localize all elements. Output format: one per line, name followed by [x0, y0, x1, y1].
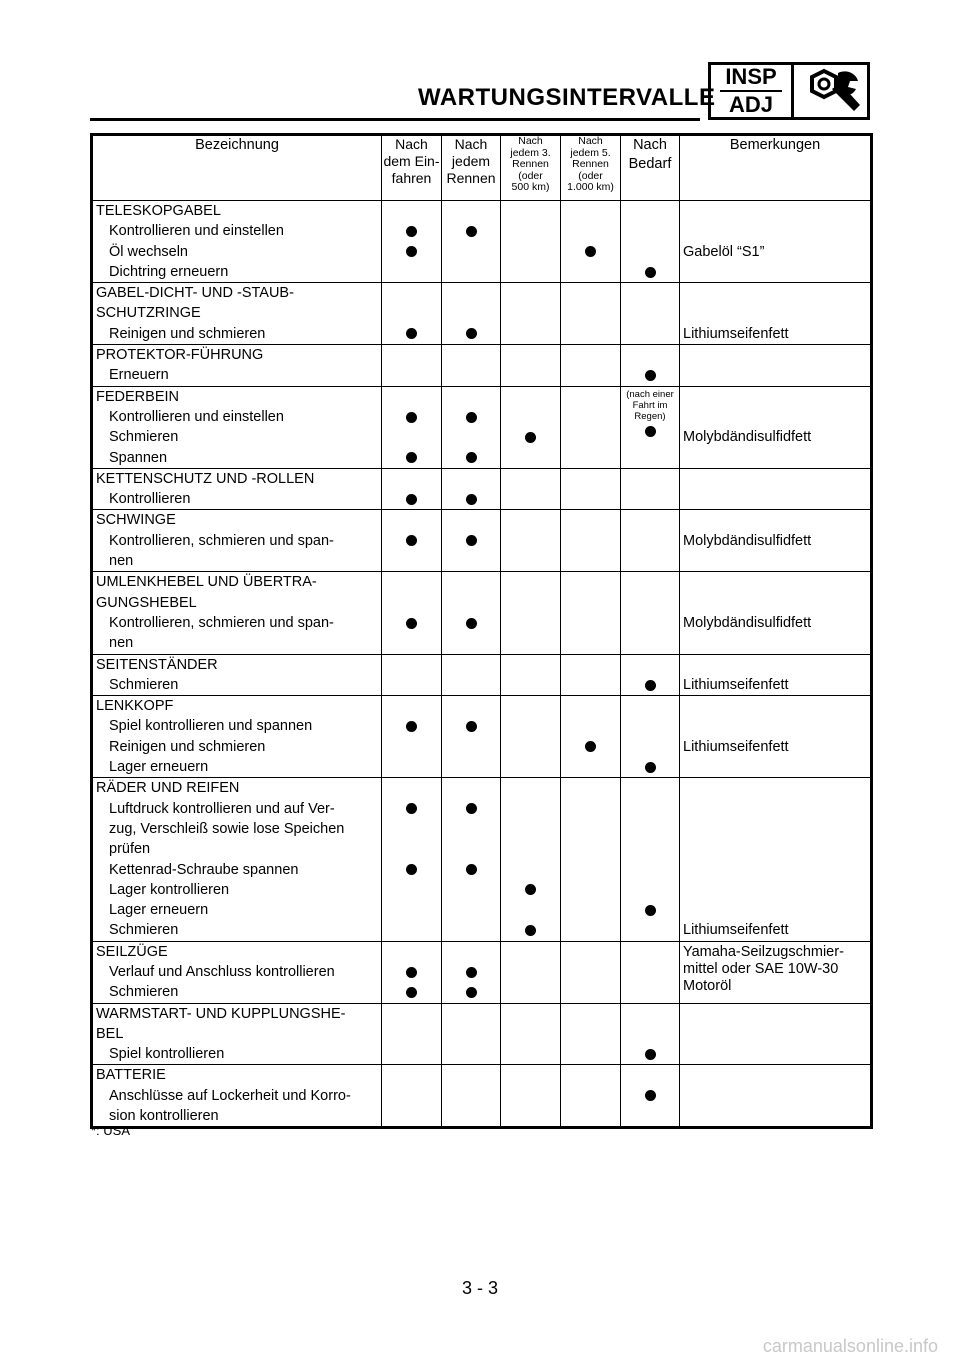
interval-cell-5 [621, 1003, 680, 1065]
remark-text [680, 448, 870, 468]
interval-dot [406, 721, 417, 732]
interval-cell-5 [621, 654, 680, 696]
maintenance-table [90, 133, 873, 1129]
table-row [92, 778, 872, 941]
task-label: Kontrollieren [109, 491, 191, 508]
task-label: Spiel kontrollieren und spannen [109, 718, 313, 735]
interval-dot [466, 226, 477, 237]
group-heading: FEDERBEIN [96, 388, 179, 405]
group-heading: SEITENSTÄNDER [96, 656, 218, 673]
interval-cell-4 [561, 345, 621, 387]
interval-cell-3 [501, 941, 561, 1003]
interval-cell-3 [501, 386, 561, 468]
remarks-cell [680, 572, 872, 654]
table-row [92, 386, 872, 468]
interval-cell-5 [621, 941, 680, 1003]
remark-text [680, 365, 870, 385]
interval-cell-3 [501, 572, 561, 654]
table-header-row [92, 135, 872, 201]
remark-text [680, 819, 870, 839]
group-heading: SCHWINGE [96, 512, 176, 529]
interval-cell-2 [442, 1003, 501, 1065]
interval-cell-1 [382, 572, 442, 654]
table-row [92, 345, 872, 387]
interval-dot [466, 967, 477, 978]
remark-text [680, 407, 870, 427]
remark-text [680, 1004, 870, 1024]
interval-cell-1 [382, 345, 442, 387]
interval-dot [645, 267, 656, 278]
interval-cell-4 [561, 572, 621, 654]
interval-dot [466, 987, 477, 998]
interval-cell-3 [501, 696, 561, 778]
group-heading: BATTERIE [96, 1067, 166, 1084]
interval-dot [406, 412, 417, 423]
interval-dot [466, 803, 477, 814]
interval-dot [406, 535, 417, 546]
col-header-break-in: Nach dem Ein- fahren [382, 135, 442, 201]
interval-dot [466, 412, 477, 423]
interval-dot [466, 452, 477, 463]
col-header-as-needed: Nach Bedarf [621, 135, 680, 201]
interval-cell-2 [442, 696, 501, 778]
interval-cell-5 [621, 696, 680, 778]
item-name-cell [92, 778, 382, 941]
remarks-cell [680, 345, 872, 387]
task-label: Spannen [109, 449, 168, 466]
interval-dot [525, 884, 536, 895]
interval-cell-5 [621, 778, 680, 941]
remark-text [680, 469, 870, 489]
interval-cell-1 [382, 201, 442, 283]
item-name-cell [92, 345, 382, 387]
task-label: Kontrollieren und einstellen [109, 408, 284, 425]
task-label: Spiel kontrollieren [109, 1046, 225, 1063]
interval-cell-1 [382, 283, 442, 345]
table-row [92, 941, 872, 1003]
remark-text [680, 1106, 870, 1126]
remark-text [680, 1024, 870, 1044]
table-row [92, 468, 872, 510]
group-heading: TELESKOPGABEL [96, 203, 221, 219]
interval-cell-2 [442, 283, 501, 345]
task-label: Reinigen und schmieren [109, 738, 266, 755]
task-label: Reinigen und schmieren [109, 325, 266, 342]
task-label: nen [109, 553, 134, 570]
remarks-cell [680, 468, 872, 510]
task-label: Lager kontrollieren [109, 881, 230, 898]
interval-cell-1 [382, 941, 442, 1003]
remark-text [680, 880, 870, 900]
interval-note [621, 387, 679, 422]
remark-text [680, 201, 870, 221]
watermark: carmanualsonline.info [762, 1336, 938, 1356]
task-label: Kontrollieren und einstellen [109, 223, 284, 240]
remark-text [680, 551, 870, 571]
interval-cell-1 [382, 1065, 442, 1128]
group-heading: WARMSTART- UND KUPPLUNGSHE- [96, 1005, 346, 1022]
group-heading: BEL [96, 1025, 124, 1042]
task-label: Dichtring erneuern [109, 263, 229, 280]
task-label: zug, Verschleiß sowie lose Speichen [109, 820, 345, 837]
interval-dot [466, 328, 477, 339]
group-heading: PROTEKTOR-FÜHRUNG [96, 347, 264, 364]
interval-note-line: (nach einer [626, 388, 674, 400]
task-label: Lager erneuern [109, 759, 209, 776]
interval-dot [406, 226, 417, 237]
page-number: 3 - 3 [461, 1278, 499, 1298]
task-label: Kontrollieren, schmieren und span- [109, 532, 334, 549]
remark-text: Yamaha-Seilzugschmier- mittel oder SAE 10W-30 Motoröl [683, 943, 844, 994]
interval-cell-4 [561, 778, 621, 941]
interval-cell-1 [382, 696, 442, 778]
task-label: Schmieren [109, 922, 179, 939]
remark-text [680, 839, 870, 859]
interval-cell-1 [382, 654, 442, 696]
interval-dot [406, 618, 417, 629]
insp-adj-badge [708, 62, 870, 120]
interval-cell-5 [621, 386, 680, 468]
remarks-cell [680, 386, 872, 468]
table-row [92, 283, 872, 345]
group-heading: UMLENKHEBEL UND ÜBERTRA- [96, 574, 317, 591]
remarks-cell [680, 778, 872, 941]
remark-text [680, 1065, 870, 1085]
interval-cell-5 [621, 345, 680, 387]
item-name-cell [92, 654, 382, 696]
item-name-cell [92, 510, 382, 572]
remark-text [680, 387, 870, 407]
remark-text [680, 1044, 870, 1064]
remarks-cell [680, 654, 872, 696]
interval-cell-3 [501, 468, 561, 510]
table-row [92, 1003, 872, 1065]
interval-dot [466, 494, 477, 505]
interval-dot [645, 1049, 656, 1060]
interval-cell-1 [382, 510, 442, 572]
task-label: Lager erneuern [109, 902, 209, 919]
interval-cell-2 [442, 510, 501, 572]
remark-text [680, 799, 870, 819]
interval-cell-2 [442, 941, 501, 1003]
remark-text [680, 778, 870, 798]
interval-dot [406, 967, 417, 978]
task-label: Erneuern [109, 367, 169, 384]
interval-cell-2 [442, 345, 501, 387]
interval-dot [406, 864, 417, 875]
interval-dot [466, 618, 477, 629]
interval-cell-5 [621, 510, 680, 572]
interval-cell-4 [561, 283, 621, 345]
remarks-cell [680, 201, 872, 283]
remark-text: Lithiumseifenfett [683, 676, 789, 693]
group-heading: SEILZÜGE [96, 943, 168, 960]
interval-cell-4 [561, 468, 621, 510]
item-name-cell [92, 468, 382, 510]
interval-dot [406, 246, 417, 257]
interval-dot [525, 432, 536, 443]
interval-dot [406, 803, 417, 814]
interval-cell-5 [621, 572, 680, 654]
badge-insp-label: INSP [725, 64, 777, 89]
interval-dot [466, 535, 477, 546]
item-name-cell [92, 386, 382, 468]
remark-text [680, 489, 870, 509]
interval-cell-3 [501, 654, 561, 696]
remark-text: Lithiumseifenfett [683, 922, 789, 939]
interval-cell-4 [561, 696, 621, 778]
table-row [92, 696, 872, 778]
remark-text [680, 655, 870, 675]
interval-cell-4 [561, 654, 621, 696]
remark-text [680, 900, 870, 920]
interval-cell-2 [442, 778, 501, 941]
remark-text [680, 262, 870, 282]
task-label: Kettenrad-Schraube spannen [109, 861, 299, 878]
group-heading: SCHUTZRINGE [96, 305, 201, 322]
interval-dot [645, 426, 656, 437]
remark-text [680, 633, 870, 653]
remarks-cell [680, 283, 872, 345]
item-name-cell [92, 696, 382, 778]
item-name-cell [92, 1065, 382, 1128]
task-label: Öl wechseln [109, 243, 188, 260]
remarks-cell [680, 696, 872, 778]
interval-cell-3 [501, 778, 561, 941]
task-label: prüfen [109, 841, 151, 858]
task-label: nen [109, 635, 134, 652]
remark-text: Lithiumseifenfett [683, 738, 789, 755]
interval-dot [466, 864, 477, 875]
remark-text: Gabelöl “S1” [683, 243, 765, 260]
badge-adj-label: ADJ [728, 92, 773, 117]
interval-dot [645, 1090, 656, 1101]
interval-cell-2 [442, 386, 501, 468]
table-row [92, 654, 872, 696]
task-label: Anschlüsse auf Lockerheit und Korro- [109, 1087, 351, 1104]
interval-cell-4 [561, 201, 621, 283]
remark-text [680, 1086, 870, 1106]
remarks-cell [680, 941, 872, 1003]
remark-text: Molybdändisulfidfett [683, 614, 812, 631]
interval-cell-5 [621, 1065, 680, 1128]
interval-note-line: Regen) [634, 410, 666, 422]
remark-text [680, 716, 870, 736]
interval-cell-2 [442, 1065, 501, 1128]
remarks-cell [680, 1065, 872, 1128]
interval-cell-2 [442, 572, 501, 654]
remark-text [680, 345, 870, 365]
interval-dot [645, 905, 656, 916]
remark-text [680, 510, 870, 530]
interval-cell-4 [561, 510, 621, 572]
interval-dot [406, 494, 417, 505]
remark-text [680, 593, 870, 613]
interval-dot [645, 370, 656, 381]
remark-text: Molybdändisulfidfett [683, 532, 812, 549]
interval-cell-2 [442, 468, 501, 510]
remarks-cell [680, 510, 872, 572]
task-label: Schmieren [109, 429, 179, 446]
interval-dot [525, 925, 536, 936]
task-label: Schmieren [109, 984, 179, 1001]
interval-note-line: Fahrt im [632, 399, 668, 411]
badge-text [711, 65, 794, 117]
interval-cell-3 [501, 201, 561, 283]
col-header-remarks: Bemerkungen [680, 135, 872, 201]
interval-dot [645, 680, 656, 691]
interval-cell-1 [382, 1003, 442, 1065]
interval-cell-5 [621, 201, 680, 283]
item-name-cell [92, 283, 382, 345]
interval-dot [406, 452, 417, 463]
col-header-name: Bezeichnung [92, 135, 382, 201]
interval-cell-5 [621, 283, 680, 345]
group-heading: RÄDER UND REIFEN [96, 780, 240, 797]
wrench-nut-icon [794, 65, 867, 117]
interval-cell-3 [501, 1003, 561, 1065]
table-row [92, 1065, 872, 1128]
task-label: Schmieren [109, 676, 179, 693]
interval-cell-5 [621, 468, 680, 510]
interval-cell-1 [382, 468, 442, 510]
item-name-cell [92, 572, 382, 654]
interval-cell-1 [382, 778, 442, 941]
remark-text [680, 572, 870, 592]
remark-text [680, 303, 870, 323]
table-row [92, 201, 872, 283]
interval-dot [406, 328, 417, 339]
group-heading: LENKKOPF [96, 698, 174, 715]
interval-cell-4 [561, 386, 621, 468]
interval-dot [406, 987, 417, 998]
interval-cell-4 [561, 1065, 621, 1128]
page-title: WARTUNGSINTERVALLE [418, 84, 716, 111]
remark-text [680, 860, 870, 880]
remark-text [680, 757, 870, 777]
task-label: Kontrollieren, schmieren und span- [109, 614, 334, 631]
item-name-cell [92, 201, 382, 283]
col-header-every-race: Nach jedem Rennen [442, 135, 501, 201]
task-label: sion kontrollieren [109, 1108, 219, 1125]
item-name-cell [92, 941, 382, 1003]
interval-cell-2 [442, 654, 501, 696]
interval-cell-3 [501, 510, 561, 572]
remark-text: Lithiumseifenfett [683, 325, 789, 342]
col-header-every-5th-race: Nach jedem 5. Rennen (oder 1.000 km) [561, 135, 621, 201]
col-header-every-3rd-race: Nach jedem 3. Rennen (oder 500 km) [501, 135, 561, 201]
interval-cell-2 [442, 201, 501, 283]
remarks-cell [680, 1003, 872, 1065]
interval-dot [466, 721, 477, 732]
remark-text [680, 283, 870, 303]
group-heading: GUNGSHEBEL [96, 594, 197, 611]
remark-text [680, 221, 870, 241]
table-row [92, 572, 872, 654]
footnote: *: USA [91, 1123, 131, 1138]
interval-cell-3 [501, 283, 561, 345]
interval-cell-3 [501, 345, 561, 387]
interval-dot [645, 762, 656, 773]
interval-dot [585, 741, 596, 752]
interval-dot [585, 246, 596, 257]
task-label: Verlauf und Anschluss kontrollieren [109, 963, 335, 980]
table-row [92, 510, 872, 572]
item-name-cell [92, 1003, 382, 1065]
task-label: Luftdruck kontrollieren und auf Ver- [109, 800, 335, 817]
interval-cell-3 [501, 1065, 561, 1128]
interval-cell-4 [561, 1003, 621, 1065]
group-heading: GABEL-DICHT- UND -STAUB- [96, 285, 294, 302]
title-rule [90, 118, 700, 121]
interval-cell-4 [561, 941, 621, 1003]
group-heading: KETTENSCHUTZ UND -ROLLEN [96, 470, 315, 487]
remark-text [680, 696, 870, 716]
remark-text: Molybdändisulfidfett [683, 429, 812, 446]
interval-cell-1 [382, 386, 442, 468]
